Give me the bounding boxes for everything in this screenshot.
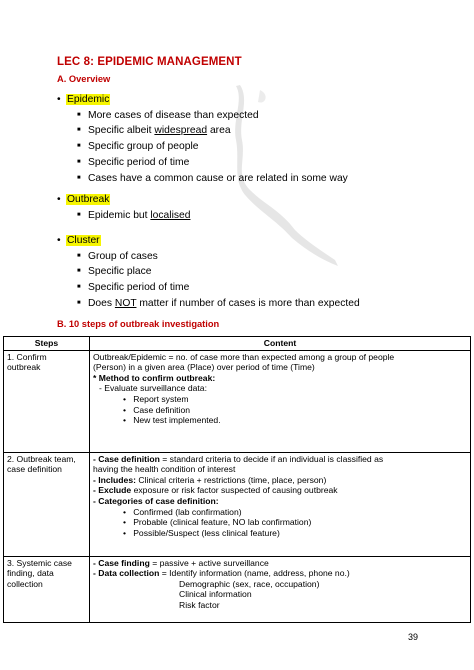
content-line: having the health condition of interest: [93, 464, 236, 475]
list-item: [57, 155, 348, 171]
bullet-text: Report system: [133, 393, 189, 404]
square-bullet-icon: ■: [77, 158, 81, 165]
page-title: LEC 8: EPIDEMIC MANAGEMENT: [57, 56, 242, 68]
square-bullet-icon: ■: [77, 143, 81, 150]
list-item: [57, 234, 360, 249]
square-bullet-icon: ■: [77, 211, 81, 218]
content-text: exposure or risk factor suspected of causing outbreak: [131, 485, 338, 496]
epidemic-list: [57, 93, 348, 186]
bullet-icon: •: [123, 527, 127, 538]
steps-table: [3, 336, 471, 623]
content-bullet: [93, 517, 467, 528]
content-cell: [90, 350, 471, 452]
term-epidemic: Epidemic: [67, 94, 110, 105]
list-item: [57, 171, 348, 187]
list-item: [57, 280, 360, 296]
table-row: [4, 350, 471, 452]
table-header-row: [4, 337, 471, 351]
content-line: - Categories of case definition:: [93, 495, 219, 506]
section-heading-steps: B. 10 steps of outbreak investigation: [57, 319, 220, 329]
bullet-icon: •: [123, 415, 127, 426]
step-label: case definition: [7, 464, 62, 475]
step-cell: [4, 350, 90, 452]
page-number: 39: [408, 632, 419, 642]
item-text: Specific period of time: [88, 282, 190, 294]
step-cell: [4, 452, 90, 556]
content-bullet: [93, 528, 467, 539]
outbreak-list: [57, 193, 190, 223]
content-line: * Method to confirm outbreak:: [93, 372, 216, 383]
list-item: [57, 249, 360, 265]
square-bullet-icon: ■: [77, 127, 81, 134]
section-heading-overview: A. Overview: [57, 74, 111, 84]
bullet-text: Confirmed (lab confirmation): [133, 506, 242, 517]
content-text: = passive + active surveillance: [149, 557, 269, 568]
content-bold: - Exclude: [93, 485, 132, 496]
step-label: outbreak: [7, 362, 41, 373]
content-cell: [90, 556, 471, 622]
square-bullet-icon: ■: [77, 252, 81, 259]
bullet-icon: •: [57, 194, 61, 205]
content-line: [93, 485, 467, 496]
bullet-text: New test implemented.: [133, 415, 221, 426]
item-underlined: widespread: [154, 125, 208, 137]
content-line: Clinical information: [179, 589, 252, 600]
content-line: [93, 475, 467, 486]
list-item: [57, 193, 190, 208]
term-outbreak: Outbreak: [67, 194, 110, 205]
content-text: Clinical criteria + restrictions (time, place, person): [135, 474, 327, 485]
square-bullet-icon: ■: [77, 284, 81, 291]
bullet-text: Case definition: [133, 404, 191, 415]
item-text: Does: [88, 297, 115, 309]
content-bullet: [93, 415, 467, 426]
table-row: [4, 556, 471, 622]
item-text: Specific group of people: [88, 141, 199, 153]
bullet-text: Probable (clinical feature, NO lab confirmation): [133, 517, 312, 528]
content-line: - Evaluate surveillance data:: [99, 383, 207, 394]
item-text: matter if number of cases is more than expected: [136, 297, 360, 309]
content-line: [93, 454, 467, 465]
step-cell: [4, 556, 90, 622]
bullet-icon: •: [57, 94, 61, 105]
item-text: Group of cases: [88, 250, 158, 262]
content-text: = standard criteria to decide if an individual is classified as: [159, 453, 384, 464]
item-underlined: localised: [150, 209, 191, 221]
bullet-icon: •: [57, 235, 61, 246]
content-line: [93, 558, 467, 569]
list-item: [57, 296, 360, 312]
item-text: More cases of disease than expected: [88, 109, 259, 121]
cluster-list: [57, 234, 360, 312]
square-bullet-icon: ■: [77, 299, 81, 306]
content-line: Risk factor: [179, 599, 220, 610]
square-bullet-icon: ■: [77, 111, 81, 118]
table-row: [4, 452, 471, 556]
square-bullet-icon: ■: [77, 174, 81, 181]
content-bold: - Includes:: [93, 474, 136, 485]
step-label: 1. Confirm: [7, 351, 47, 362]
column-header-content: Content: [90, 337, 471, 351]
list-item: [57, 208, 190, 224]
content-line: Demographic (sex, race, occupation): [179, 578, 320, 589]
list-item: [57, 108, 348, 124]
content-bold: - Case finding: [93, 557, 150, 568]
list-item: [57, 123, 348, 139]
item-underlined: NOT: [114, 297, 137, 309]
bullet-icon: •: [123, 506, 127, 517]
content-bullet: [93, 405, 467, 416]
item-text: Specific period of time: [88, 156, 190, 168]
item-text: Epidemic but: [88, 209, 151, 221]
item-text: Specific albeit: [88, 125, 155, 137]
column-header-steps: Steps: [4, 337, 90, 351]
list-item: [57, 264, 360, 280]
step-label: 3. Systemic case: [7, 557, 72, 568]
content-line: Outbreak/Epidemic = no. of case more than expected among a group of people: [93, 351, 395, 362]
step-label: 2. Outbreak team,: [7, 453, 76, 464]
content-bullet: [93, 394, 467, 405]
bullet-icon: •: [123, 517, 127, 528]
content-bold: - Data collection: [93, 568, 160, 579]
bullet-text: Possible/Suspect (less clinical feature): [133, 527, 280, 538]
content-cell: [90, 452, 471, 556]
bullet-icon: •: [123, 404, 127, 415]
step-label: collection: [7, 578, 43, 589]
content-line: (Person) in a given area (Place) over period of time (Time): [93, 362, 315, 373]
square-bullet-icon: ■: [77, 268, 81, 275]
item-text: area: [207, 125, 231, 137]
step-label: finding, data: [7, 568, 54, 579]
item-text: Cases have a common cause or are related in some way: [88, 172, 348, 184]
content-bold: - Case definition: [93, 453, 160, 464]
list-item: [57, 93, 348, 108]
list-item: [57, 139, 348, 155]
content-line: [93, 568, 467, 579]
term-cluster: Cluster: [67, 235, 100, 246]
content-text: = Identify information (name, address, phone no.): [159, 568, 350, 579]
bullet-icon: •: [123, 393, 127, 404]
item-text: Specific place: [88, 266, 152, 278]
content-bullet: [93, 507, 467, 518]
